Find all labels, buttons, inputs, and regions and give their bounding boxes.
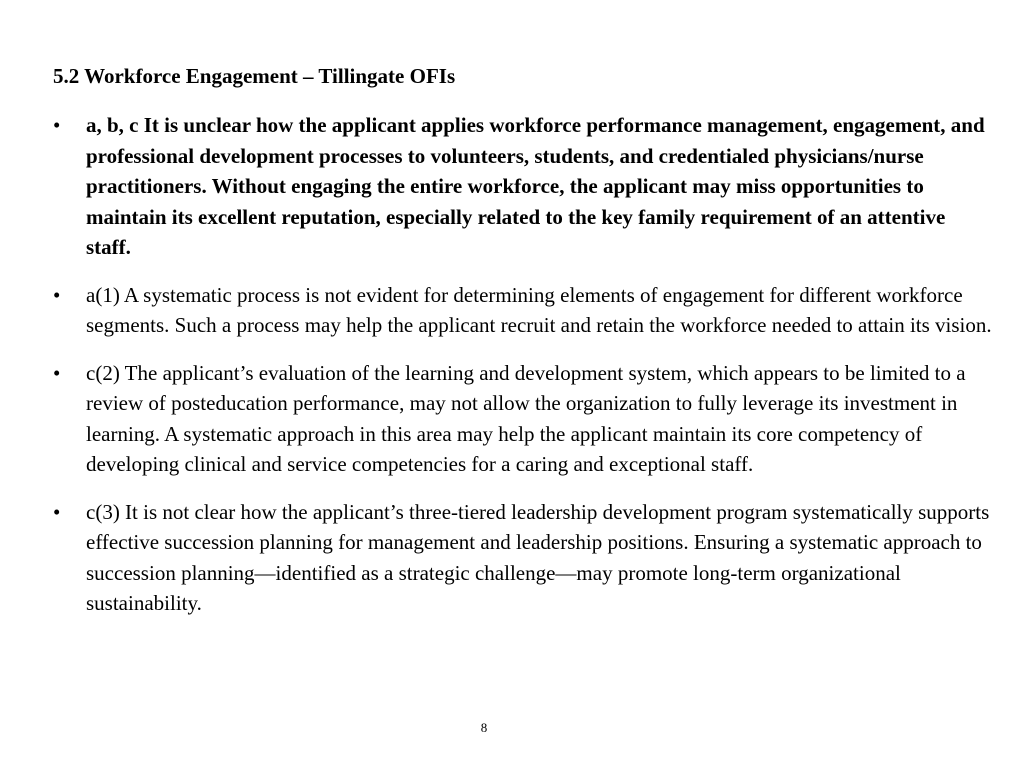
bullet-list bbox=[53, 110, 993, 636]
bullet-item-ofi-c2 bbox=[53, 358, 993, 480]
bullet-marker-icon: • bbox=[53, 499, 61, 524]
bullet-marker-icon: • bbox=[53, 360, 61, 385]
bullet-item-ofi-abc bbox=[53, 110, 993, 263]
bullet-marker-icon: • bbox=[53, 113, 61, 137]
bullet-item-ofi-a1 bbox=[53, 280, 993, 341]
bullet-text: c(3) It is not clear how the applicant’s three-tiered leadership development program systematically supports effective succession planning for management and leadership positions. Ensuring a systematic approach to succession planning—identified as a strategic challenge—may promote long-term organizational sustainability. bbox=[86, 499, 990, 615]
bullet-text: c(2) The applicant’s evaluation of the learning and development system, which appears to be limited to a review of posteducation performance, may not allow the organization to fully leverage its investment in learning. A systematic approach in this area may help the applicant maintain its core competency of developing clinical and service competencies for a caring and exceptional staff. bbox=[86, 360, 966, 476]
bullet-text: a(1) A systematic process is not evident for determining elements of engagement for different workforce segments. Such a process may help the applicant recruit and retain the workforce needed to attain its vision. bbox=[86, 282, 992, 337]
bullet-text: a, b, c It is unclear how the applicant applies workforce performance management, engagement, and professional development processes to volunteers, students, and credentialed physicians/nurse practitioners. Without engaging the entire workforce, the applicant may miss opportunities to maintain its excellent reputation, especially related to the key family requirement of an attentive staff. bbox=[86, 113, 985, 259]
page-number: 8 bbox=[480, 720, 488, 735]
slide-title: 5.2 Workforce Engagement – Tillingate OFIs bbox=[53, 64, 456, 88]
bullet-marker-icon: • bbox=[53, 282, 61, 307]
bullet-item-ofi-c3 bbox=[53, 497, 993, 619]
